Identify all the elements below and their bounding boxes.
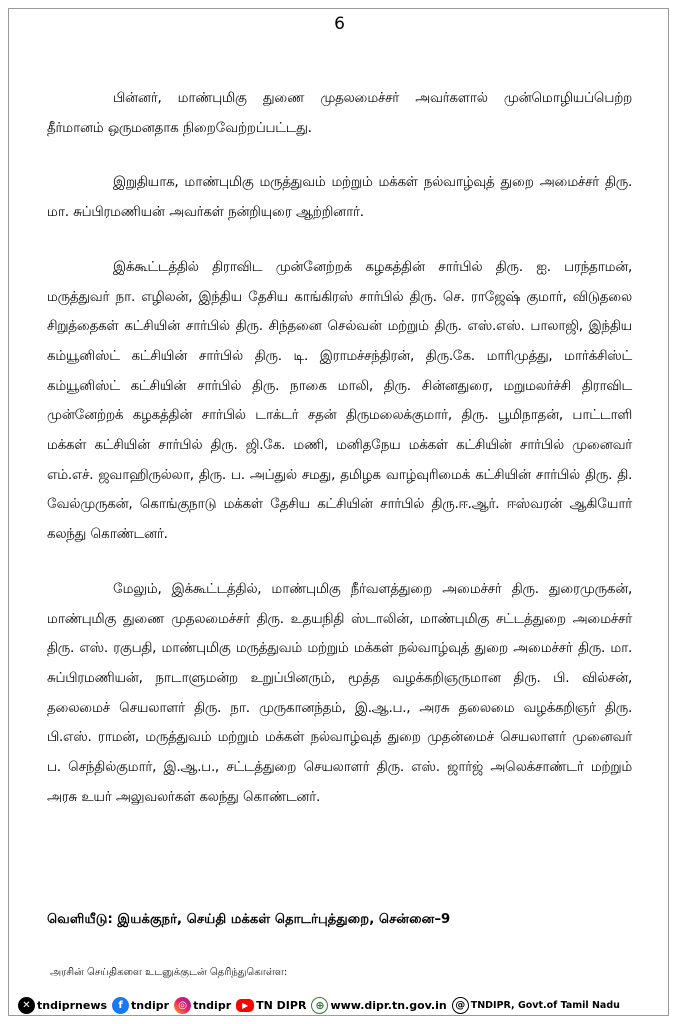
paragraph-vote-of-thanks: இறுதியாக, மாண்புமிகு மருத்துவம் மற்றும் மக்கள் நல்வாழ்வுத் துறை அமைச்சர் திரு. மா. சுப்பிரமணியன் அவர்கள் நன்றியுரை ஆற்றினார். <box>47 174 632 221</box>
page-number: 6 <box>334 14 345 34</box>
paragraph-resolution: பின்னர், மாண்புமிகு துணை முதலமைச்சர் அவர்களால் முன்மொழியப்பெற்ற தீர்மானம் ஒருமனதாக நிறைவேற்றப்பட்டது. <box>47 90 632 136</box>
website-url: www.dipr.tn.gov.in <box>330 998 447 1012</box>
instagram-icon: ◎ <box>174 997 191 1014</box>
globe-icon: ⊕ <box>311 997 328 1014</box>
footer-note: அரசின் செய்திகளை உடனுக்குடன் தெரிந்துகொள்ள: <box>50 967 288 978</box>
social-facebook[interactable] <box>112 997 169 1014</box>
social-x[interactable] <box>18 997 107 1014</box>
facebook-icon: f <box>112 997 129 1014</box>
facebook-handle: tndipr <box>131 998 170 1012</box>
youtube-handle: TN DIPR <box>256 998 307 1012</box>
social-bar <box>18 994 668 1016</box>
threads-icon: @ <box>452 997 469 1014</box>
social-youtube[interactable] <box>236 999 306 1012</box>
social-instagram[interactable] <box>174 997 231 1014</box>
document-body <box>47 84 632 830</box>
paragraph-party-participants: இக்கூட்டத்தில் திராவிட முன்னேற்றக் கழகத்தின் சார்பில் திரு. ஐ. பரந்தாமன், மருத்துவர் நா. எழிலன், இந்திய தேசிய காங்கிரஸ் சார்பில் திரு. செ. ராஜேஷ் குமார், விடுதலை சிறுத்தைகள் கட்சியின் சார்பில் திரு. சிந்தனை செல்வன் மற்றும் திரு. எஸ்.எஸ். பாலாஜி, இந்திய கம்யூனிஸ்ட் கட்சியின் சார்பில் திரு. டி. இராமச்சந்திரன், திரு.கே. மாரிமுத்து, மார்க்சிஸ்ட் கம்யூனிஸ்ட் கட்சியின் சார்பில் திரு. நாகை மாலி, திரு. சின்னதுரை, மறுமலர்ச்சி திராவிட முன்னேற்றக் கழகத்தின் சார்பில் டாக்டர் சதன் திருமலைக்குமார், திரு. பூமிநாதன், பாட்டாளி மக்கள் கட்சியின் சார்பில் திரு. ஜி.கே. மணி, மனிதநேய மக்கள் கட்சியின் சார்பில் முனைவர் எம்.எச். ஜவாஹிருல்லா, திரு. ப. அப்துல் சமது, தமிழக வாழ்வுரிமைக் கட்சியின் சார்பில் திரு. தி. வேல்முருகன், கொங்குநாடு மக்கள் தேசிய கட்சியின் சார்பில் திரு.ஈ.ஆர். ஈஸ்வரன் ஆகியோர் கலந்து கொண்டனர். <box>47 258 632 543</box>
x-icon: ✕ <box>18 997 35 1014</box>
instagram-handle: tndipr <box>193 998 232 1012</box>
threads-handle: TNDIPR, Govt.of Tamil Nadu <box>470 999 620 1011</box>
social-threads[interactable] <box>452 997 620 1014</box>
social-website[interactable] <box>311 997 446 1014</box>
x-handle: tndiprnews <box>37 998 108 1012</box>
youtube-icon: ▶ <box>236 999 254 1012</box>
paragraph-officials: மேலும், இக்கூட்டத்தில், மாண்புமிகு நீர்வளத்துறை அமைச்சர் திரு. துரைமுருகன், மாண்புமிகு துணை முதலமைச்சர் திரு. உதயநிதி ஸ்டாலின், மாண்புமிகு சட்டத்துறை அமைச்சர் திரு. எஸ். ரகுபதி, மாண்புமிகு மருத்துவம் மற்றும் மக்கள் நல்வாழ்வுத் துறை அமைச்சர் திரு. மா. சுப்பிரமணியன், நாடாளுமன்ற உறுப்பினரும், மூத்த வழக்கறிஞருமான திரு. பி. வில்சன், தலைமைச் செயலாளர் திரு. நா. முருகானந்தம், இ.ஆ.ப., அரசு தலைமை வழக்கறிஞர் திரு. பி.எஸ். ராமன், மருத்துவம் மற்றும் மக்கள் நல்வாழ்வுத் துறை முதன்மைச் செயலாளர் முனைவர் ப. செந்தில்குமார், இ.ஆ.ப., சட்டத்துறை செயலாளர் திரு. எஸ். ஜார்ஜ் அலெக்சாண்டர் மற்றும் அரசு உயர் அலுவலர்கள் கலந்து கொண்டனர். <box>47 580 632 805</box>
release-line: வெளியீடு: இயக்குநர், செய்தி மக்கள் தொடர்புத்துறை, சென்னை–9 <box>47 912 451 927</box>
